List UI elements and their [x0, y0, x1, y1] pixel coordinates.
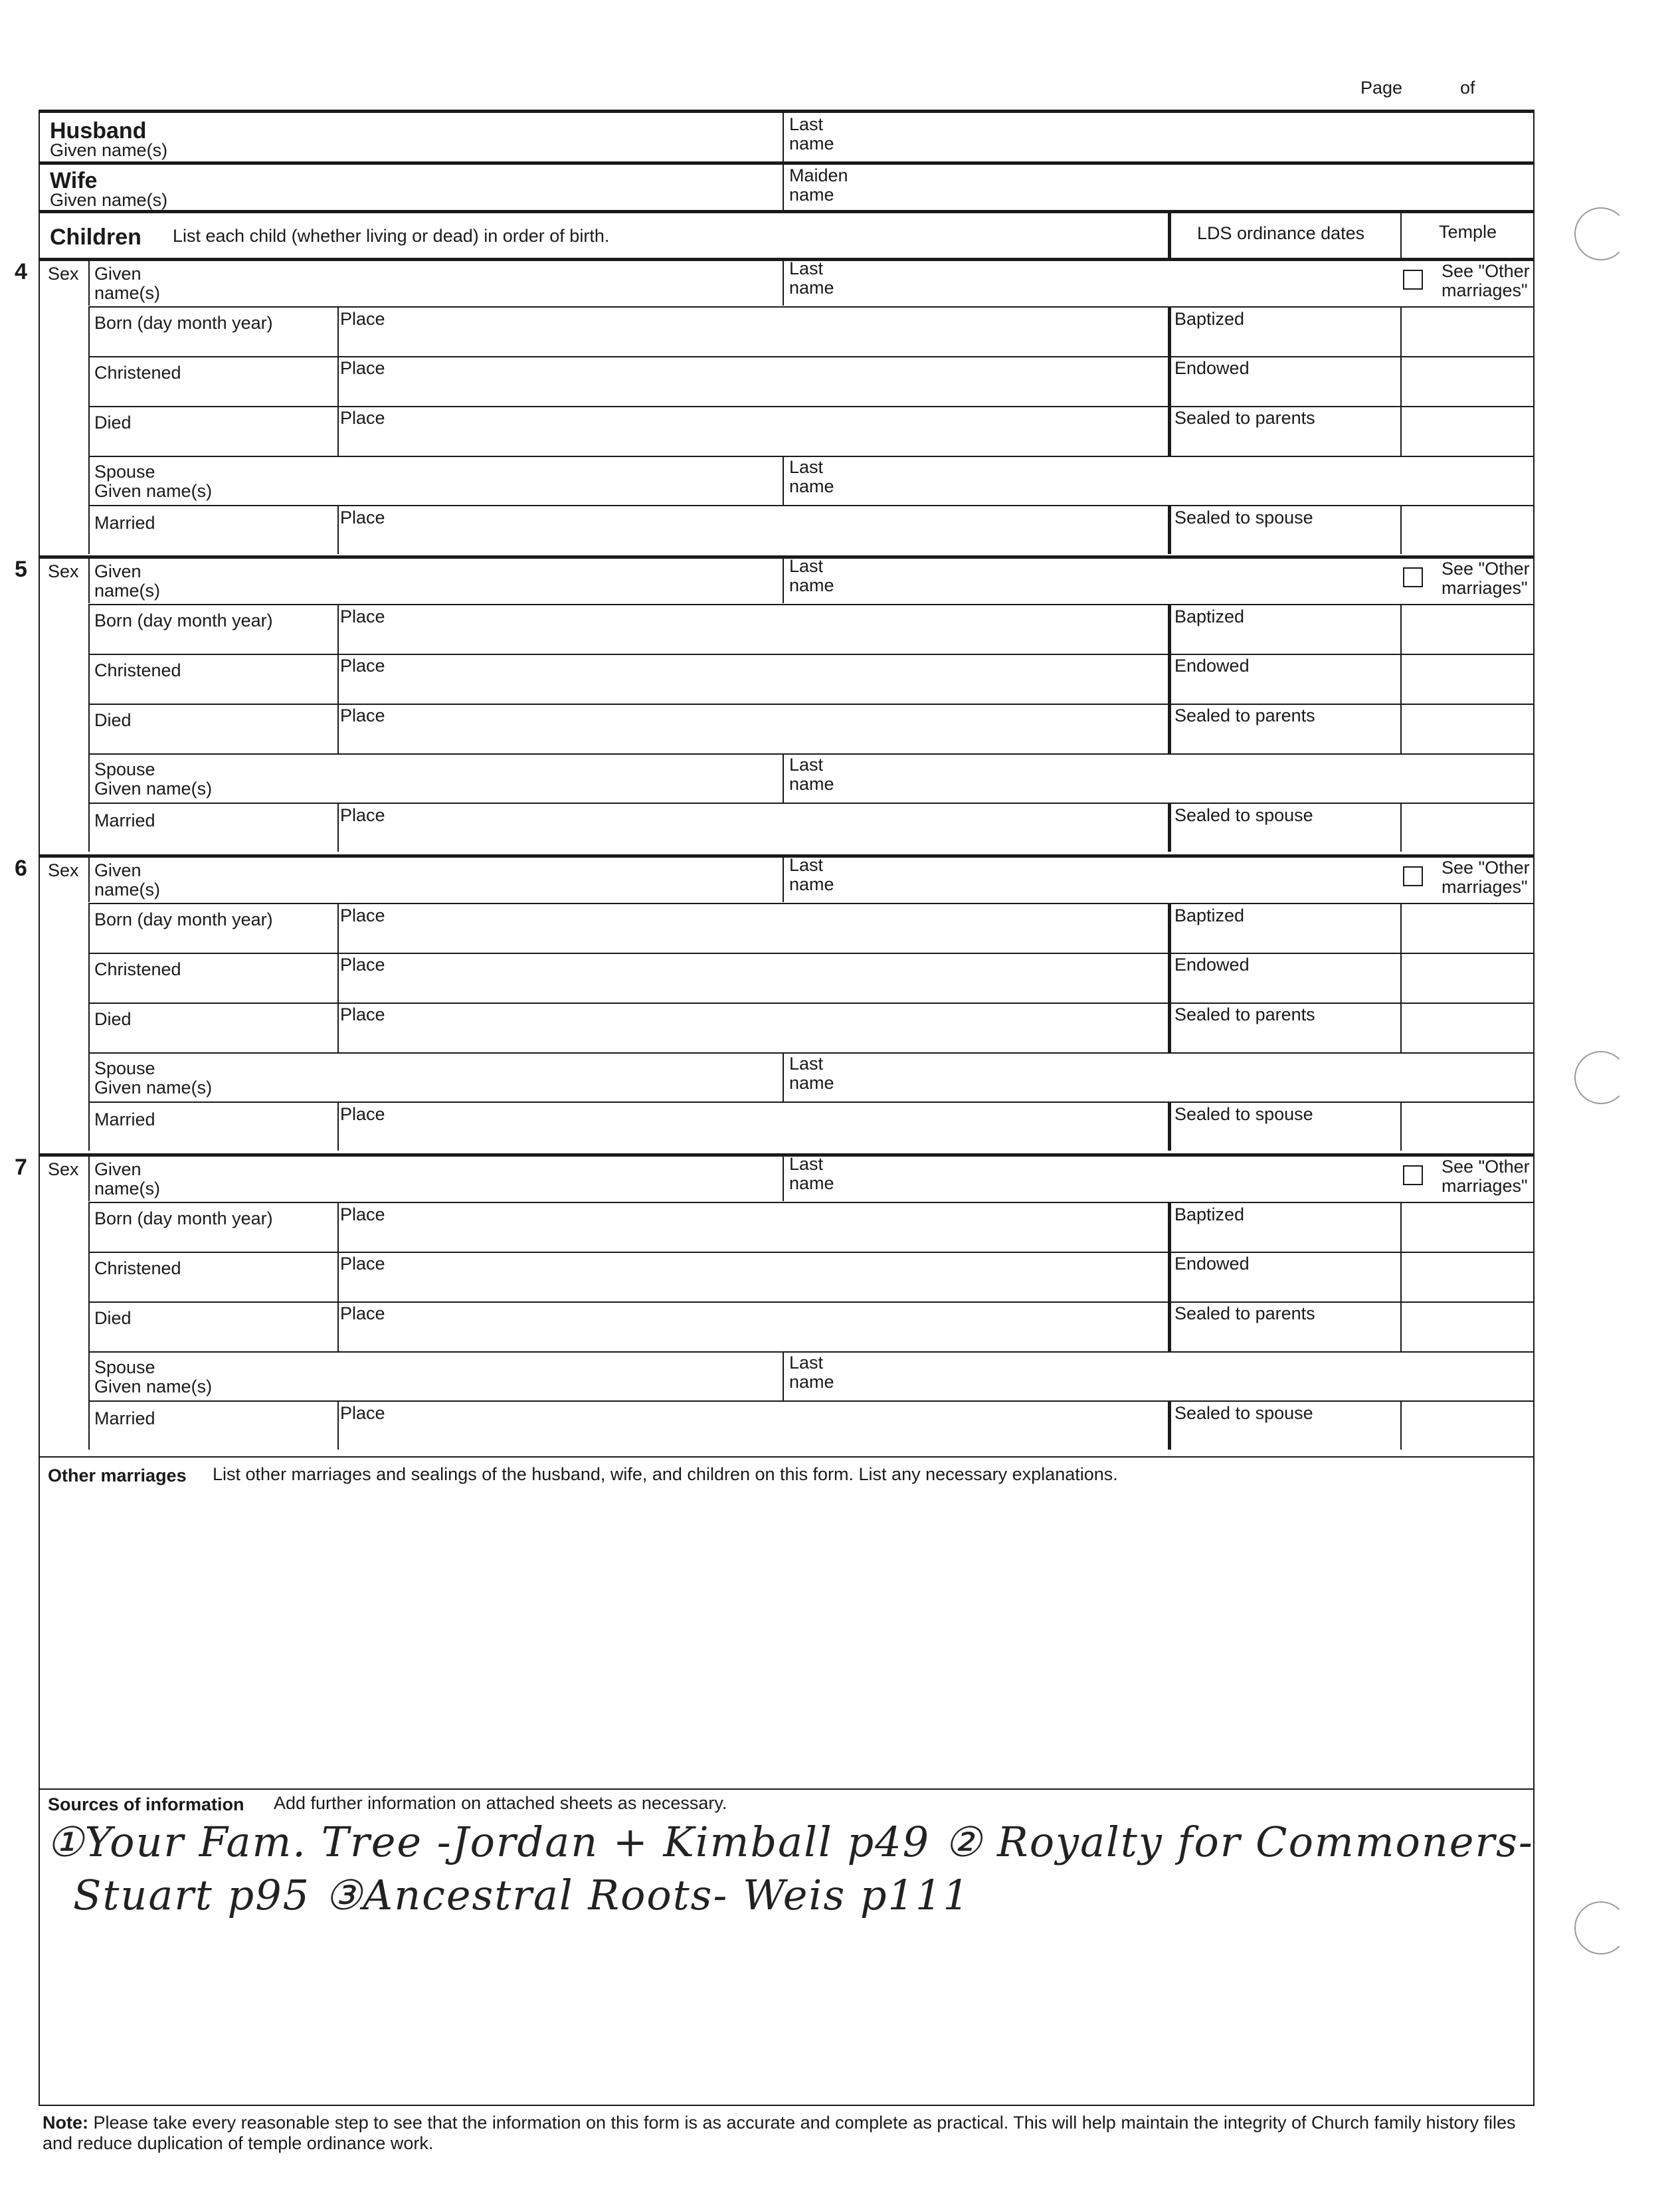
sealed-parents-label: Sealed to parents [1174, 1004, 1315, 1024]
married-label: Married [94, 1109, 155, 1129]
christened-place-label: Place [340, 955, 385, 975]
child-row-line [88, 1002, 1534, 1004]
baptized-label: Baptized [1174, 906, 1245, 925]
child-row-line [88, 1301, 1534, 1303]
sealed-spouse-label: Sealed to spouse [1174, 1104, 1313, 1124]
handwritten-source-line-1: ①Your Fam. Tree -Jordan + Kimball p49 ② Royalty for Commoners- [47, 1818, 1534, 1866]
died-place-label: Place [340, 1004, 385, 1024]
christened-label: Christened [94, 363, 181, 383]
baptized-label: Baptized [1174, 607, 1245, 626]
see-other-marriages-label: See "Other marriages" [1442, 1157, 1530, 1196]
sex-label: Sex [48, 860, 79, 880]
page-label: Page [1360, 78, 1403, 98]
temple-col-divider [1400, 306, 1402, 456]
child-row-line [88, 803, 1534, 804]
baptized-label: Baptized [1174, 1204, 1245, 1224]
other-marriages-top-border [39, 1456, 1535, 1458]
place-divider [337, 306, 339, 456]
child-inner-left [88, 306, 90, 554]
sealed-spouse-label: Sealed to spouse [1174, 1403, 1313, 1423]
husband-divider [783, 110, 784, 163]
form-left-border [39, 110, 40, 2105]
wife-title: Wife [50, 168, 98, 193]
husband-last-label: Last name [789, 114, 834, 153]
sealed-spouse-divider [1168, 1400, 1171, 1450]
husband-title: Husband [50, 118, 147, 143]
died-place-label: Place [340, 408, 385, 428]
christened-label: Christened [94, 959, 181, 979]
sealed-parents-label: Sealed to parents [1174, 408, 1315, 428]
see-other-marriages-label: See "Other marriages" [1442, 858, 1530, 897]
married-place-divider [337, 1101, 339, 1151]
married-place-label: Place [340, 1403, 385, 1423]
married-place-divider [337, 1400, 339, 1450]
lds-col-divider [1168, 306, 1171, 456]
lds-ordinance-label: LDS ordinance dates [1197, 223, 1365, 243]
child-given-label: Given name(s) [94, 561, 161, 601]
handwritten-source-line-2: Stuart p95 ③Ancestral Roots- Weis p111 [73, 1871, 971, 1919]
sex-divider [88, 555, 90, 603]
child-last-label: Last name [789, 855, 834, 894]
child-last-label: Last name [789, 556, 834, 595]
sources-title: Sources of information [48, 1794, 244, 1814]
married-place-divider [337, 803, 339, 852]
sealed-spouse-label: Sealed to spouse [1174, 508, 1313, 527]
child-row-line [88, 356, 1534, 357]
endowed-label: Endowed [1174, 1254, 1250, 1274]
husband-wife-border [39, 161, 1535, 165]
spouse-given-label: Spouse Given name(s) [94, 462, 213, 501]
child-row-line [88, 1101, 1534, 1103]
other-marriages-checkbox[interactable] [1403, 866, 1423, 886]
child-top-border [39, 854, 1535, 858]
spouse-given-label: Spouse Given name(s) [94, 759, 213, 799]
spouse-last-label: Last name [789, 755, 834, 794]
children-title: Children [50, 225, 141, 250]
endowed-label: Endowed [1174, 358, 1250, 378]
other-marriages-checkbox[interactable] [1403, 270, 1423, 290]
married-place-label: Place [340, 805, 385, 825]
christened-place-label: Place [340, 656, 385, 676]
died-label: Died [94, 710, 132, 730]
note-section [43, 2113, 1537, 2154]
sealed-spouse-divider [1168, 505, 1171, 554]
baptized-label: Baptized [1174, 309, 1245, 329]
christened-place-label: Place [340, 358, 385, 378]
note-text: Please take every reasonable step to see that the information on this form is as accurate and complete as practical. This will help maintain the integrity of Church family history files and reduce duplication of temple ordinance work. [43, 2113, 1516, 2153]
wife-given-label: Given name(s) [50, 190, 168, 210]
sex-label: Sex [48, 1159, 79, 1179]
wife-maiden-label: Maiden name [789, 165, 848, 205]
child-top-border [39, 258, 1535, 261]
other-marriages-title: Other marriages [48, 1466, 187, 1485]
married-place-label: Place [340, 508, 385, 527]
lds-divider [1168, 211, 1171, 259]
sealed-spouse-divider [1168, 803, 1171, 852]
lds-col-divider [1168, 604, 1171, 753]
sex-label: Sex [48, 561, 79, 581]
child-number: 4 [15, 259, 27, 284]
endowed-label: Endowed [1174, 656, 1250, 676]
child-number: 6 [15, 856, 27, 881]
given-last-divider [783, 854, 784, 902]
died-label: Died [94, 1009, 132, 1029]
child-given-label: Given name(s) [94, 860, 161, 900]
child-row-line [88, 604, 1534, 605]
born-place-label: Place [340, 607, 385, 626]
child-row-line [88, 406, 1534, 407]
sealed-spouse-temple-divider [1400, 1101, 1402, 1151]
spouse-last-divider [783, 1052, 784, 1101]
child-inner-left [88, 1202, 90, 1450]
married-label: Married [94, 1408, 155, 1428]
born-label: Born (day month year) [94, 909, 273, 929]
husband-given-label: Given name(s) [50, 140, 168, 160]
temple-col-divider [1400, 903, 1402, 1052]
christened-place-label: Place [340, 1254, 385, 1274]
note-title: Note: [43, 2113, 88, 2133]
see-other-marriages-label: See "Other marriages" [1442, 261, 1530, 300]
child-row-line [88, 1400, 1534, 1402]
see-other-marriages-label: See "Other marriages" [1442, 559, 1530, 598]
married-place-divider [337, 505, 339, 554]
sealed-spouse-temple-divider [1400, 505, 1402, 554]
child-row-line [88, 1252, 1534, 1253]
child-number: 5 [15, 557, 27, 582]
child-row-line [88, 306, 1534, 308]
sex-label: Sex [48, 264, 79, 284]
sources-instruction: Add further information on attached sheets as necessary. [274, 1793, 727, 1813]
spouse-given-label: Spouse Given name(s) [94, 1058, 213, 1098]
form-right-border [1533, 110, 1535, 2105]
binder-hole-icon [1574, 207, 1628, 260]
temple-col-divider [1400, 604, 1402, 753]
sex-divider [88, 258, 90, 306]
child-inner-left [88, 604, 90, 852]
child-given-label: Given name(s) [94, 1159, 161, 1198]
spouse-last-label: Last name [789, 457, 834, 496]
temple-divider [1400, 211, 1402, 259]
wife-divider [783, 161, 784, 211]
place-divider [337, 903, 339, 1052]
married-place-label: Place [340, 1104, 385, 1124]
binder-hole-icon [1574, 1051, 1628, 1104]
sealed-spouse-divider [1168, 1101, 1171, 1151]
spouse-last-divider [783, 1351, 784, 1400]
died-place-label: Place [340, 1303, 385, 1323]
lds-col-divider [1168, 903, 1171, 1052]
given-last-divider [783, 1153, 784, 1201]
christened-label: Christened [94, 660, 181, 680]
spouse-given-label: Spouse Given name(s) [94, 1357, 213, 1396]
child-row-line [88, 953, 1534, 954]
children-instruction: List each child (whether living or dead) in order of birth. [173, 226, 610, 246]
temple-col-divider [1400, 1202, 1402, 1351]
temple-label: Temple [1439, 222, 1497, 242]
sex-divider [88, 1153, 90, 1201]
child-top-border [39, 555, 1535, 559]
endowed-label: Endowed [1174, 955, 1250, 975]
child-row-line [88, 1202, 1534, 1203]
other-marriages-checkbox[interactable] [1403, 1165, 1423, 1185]
sex-divider [88, 854, 90, 902]
sealed-spouse-temple-divider [1400, 1400, 1402, 1450]
born-label: Born (day month year) [94, 611, 273, 630]
born-place-label: Place [340, 1204, 385, 1224]
place-divider [337, 1202, 339, 1351]
born-place-label: Place [340, 309, 385, 329]
other-marriages-checkbox[interactable] [1403, 567, 1423, 587]
born-label: Born (day month year) [94, 1208, 273, 1228]
spouse-last-divider [783, 753, 784, 803]
child-last-label: Last name [789, 1154, 834, 1193]
wife-children-border [39, 210, 1535, 213]
child-row-line [88, 654, 1534, 655]
sealed-spouse-temple-divider [1400, 803, 1402, 852]
sources-top-border [39, 1788, 1535, 1790]
child-inner-left [88, 903, 90, 1151]
of-label: of [1460, 78, 1475, 98]
married-label: Married [94, 811, 155, 830]
sealed-parents-label: Sealed to parents [1174, 1303, 1315, 1323]
child-last-label: Last name [789, 258, 834, 298]
christened-label: Christened [94, 1258, 181, 1278]
sealed-parents-label: Sealed to parents [1174, 706, 1315, 725]
died-label: Died [94, 413, 132, 432]
born-place-label: Place [340, 906, 385, 925]
child-row-line [88, 505, 1534, 506]
married-label: Married [94, 513, 155, 533]
form-bottom-border [39, 2105, 1535, 2106]
lds-col-divider [1168, 1202, 1171, 1351]
spouse-last-label: Last name [789, 1054, 834, 1093]
form-top-border [39, 110, 1535, 113]
binder-hole-icon [1574, 1901, 1628, 1955]
sealed-spouse-label: Sealed to spouse [1174, 805, 1313, 825]
spouse-last-divider [783, 456, 784, 505]
child-row-line [88, 704, 1534, 705]
given-last-divider [783, 555, 784, 603]
given-last-divider [783, 258, 784, 306]
child-given-label: Given name(s) [94, 264, 161, 303]
child-top-border [39, 1153, 1535, 1157]
child-number: 7 [15, 1155, 27, 1180]
died-label: Died [94, 1308, 132, 1328]
place-divider [337, 604, 339, 753]
child-row-line [88, 903, 1534, 904]
died-place-label: Place [340, 706, 385, 725]
born-label: Born (day month year) [94, 313, 273, 333]
other-marriages-instruction: List other marriages and sealings of the husband, wife, and children on this form. List any necessary explanations. [213, 1464, 1118, 1484]
spouse-last-label: Last name [789, 1353, 834, 1392]
